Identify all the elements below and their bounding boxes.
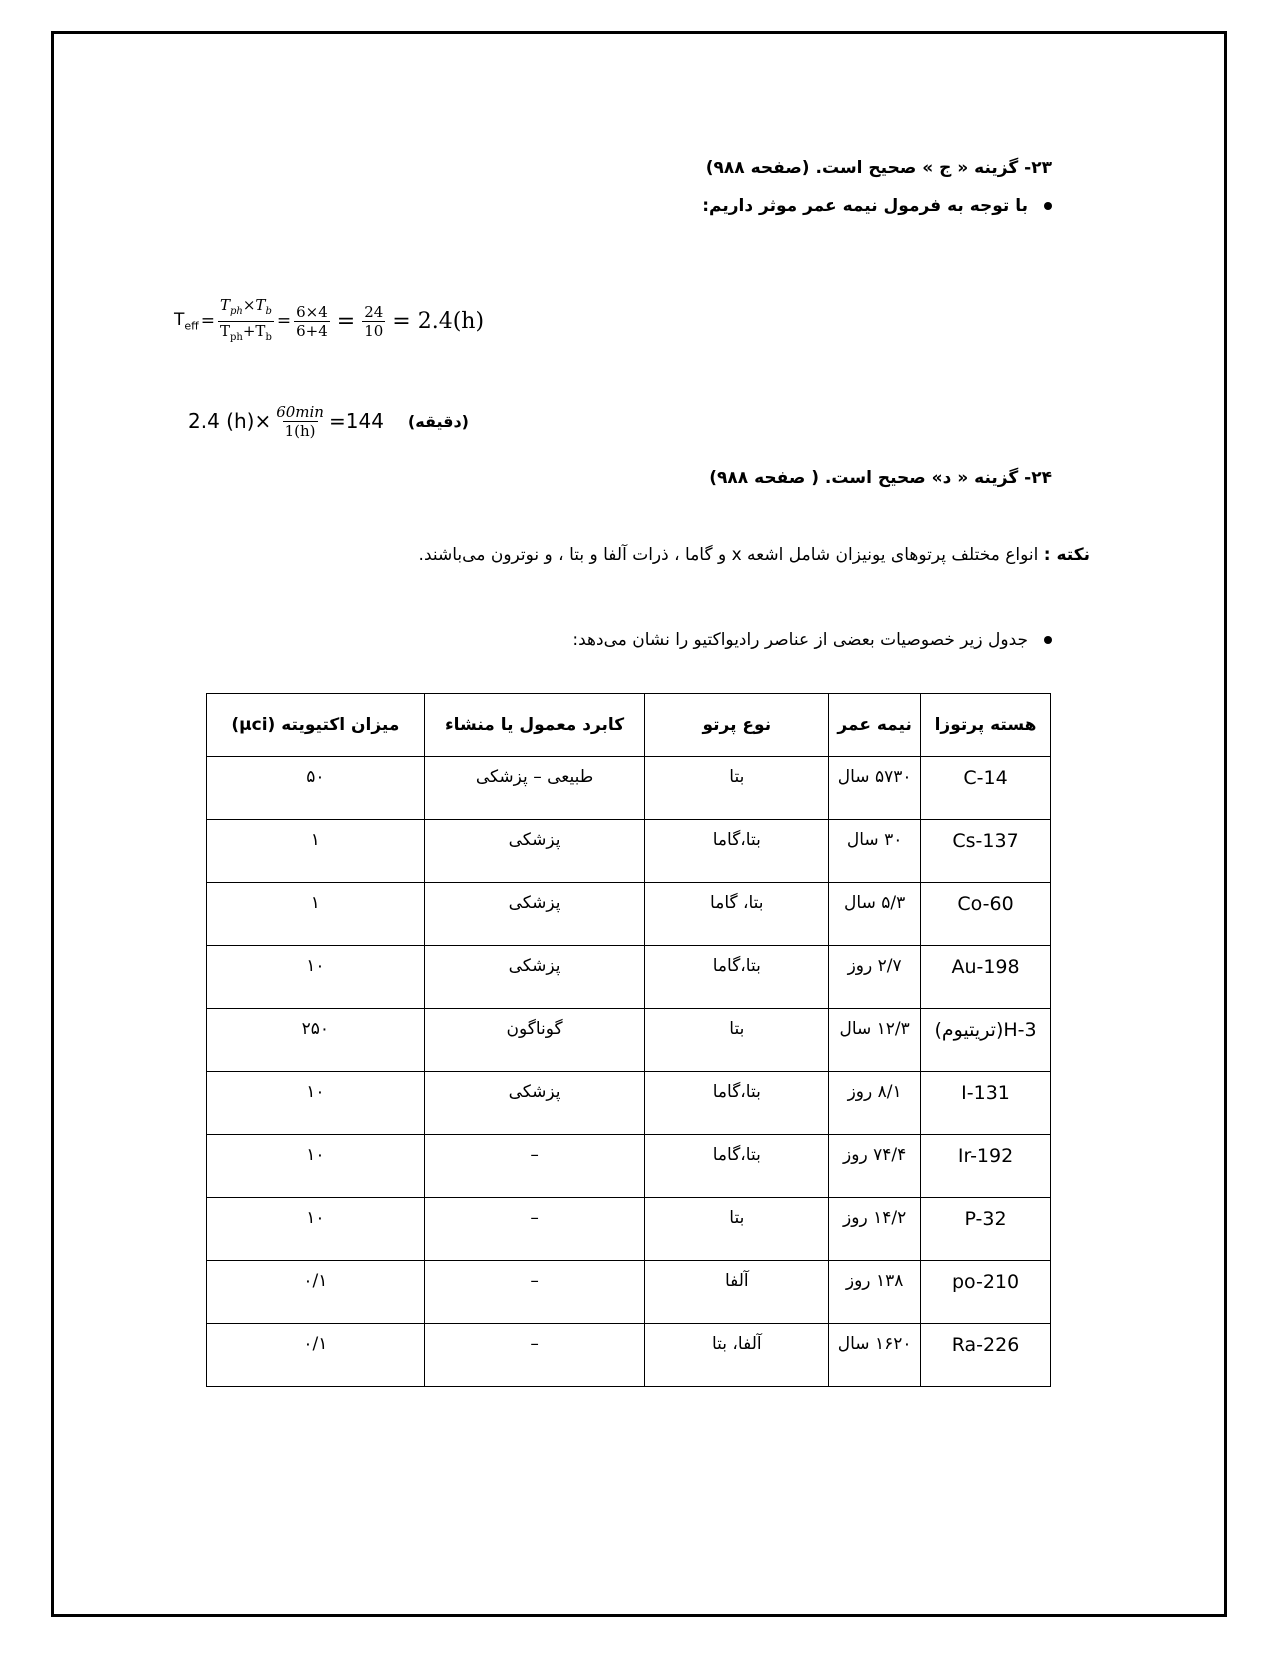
effective-half-life-formula [174,296,484,346]
table-row [207,946,1051,1009]
fraction-numerator: 60min [276,402,324,421]
cell-nuclide: C-14 [921,757,1051,820]
table-row [207,757,1051,820]
table-row [207,1324,1051,1387]
header-nuclide: هسته پرتوزا [921,694,1051,757]
cell-radiation-type: بتا،گاما [645,946,829,1009]
fraction-denominator: 1(h) [284,421,316,440]
fraction-result [362,303,385,340]
cell-usage: – [424,1135,645,1198]
cell-activity: ۱ [207,820,425,883]
table-row [207,1261,1051,1324]
cell-radiation-type: بتا،گاما [645,820,829,883]
fraction-numerator: 6×4 [296,302,328,321]
fraction-denominator: 10 [364,321,384,340]
formula-unit: (دقیقه) [407,411,469,431]
cell-half-life: ۳۰ سال [829,820,921,883]
cell-radiation-type: بتا، گاما [645,883,829,946]
formula-result: = 2.4(h) [392,308,485,334]
formula-lhs: $T_{eff}$ [174,309,199,333]
cell-half-life: ۱۳۸ روز [829,1261,921,1324]
fraction-numerator: 24 [364,302,384,321]
cell-nuclide: Cs-137 [921,820,1051,883]
bullet-icon [1044,202,1052,210]
cell-activity: ۱۰ [207,1072,425,1135]
cell-usage: پزشکی [424,946,645,1009]
header-half-life: نیمه عمر [829,694,921,757]
minutes-conversion-formula [188,393,469,449]
cell-nuclide: P-32 [921,1198,1051,1261]
note-text: انواع مختلف پرتوهای یونیزان شامل اشعه x و گاما ، ذرات آلفا و بتا ، و نوترون می‌باشند. [418,545,1039,565]
cell-activity: ۱۰ [207,1198,425,1261]
cell-half-life: ۸/۱ روز [829,1072,921,1135]
cell-radiation-type: آلفا، بتا [645,1324,829,1387]
cell-half-life: ۵۷۳۰ سال [829,757,921,820]
fraction-values [294,303,330,340]
cell-radiation-type: بتا [645,1009,829,1072]
table-intro-bullet [572,630,1052,650]
question-23-heading: ۲۳- گزینه « ج » صحیح است. (صفحه ۹۸۸) [705,158,1052,178]
cell-nuclide: Ir-192 [921,1135,1051,1198]
cell-half-life: ۱۶۲۰ سال [829,1324,921,1387]
bullet-text: با توجه به فرمول نیمه عمر موثر داریم: [702,196,1028,216]
question-23-bullet [702,196,1052,216]
cell-nuclide: I-131 [921,1072,1051,1135]
bullet-text: جدول زیر خصوصیات بعضی از عناصر رادیواکتیو را نشان می‌دهد: [572,630,1028,650]
cell-usage: – [424,1198,645,1261]
table-row [207,883,1051,946]
formula-equals-3: = [336,308,356,334]
table-row [207,1198,1051,1261]
note-line [419,545,1090,565]
formula-result: =144 [328,409,384,433]
cell-usage: گوناگون [424,1009,645,1072]
cell-activity: ۱ [207,883,425,946]
cell-activity: ۱۰ [207,1135,425,1198]
cell-radiation-type: بتا،گاما [645,1135,829,1198]
note-label: نکته : [1043,545,1090,565]
header-usage: کابرد معمول یا منشاء [424,694,645,757]
cell-radiation-type: بتا،گاما [645,1072,829,1135]
fraction-denominator: $T_{ph}+T_b$ [218,321,274,347]
cell-half-life: ۱۴/۲ روز [829,1198,921,1261]
fraction-formula [218,296,274,347]
cell-half-life: ۲/۷ روز [829,946,921,1009]
header-activity: میزان اکتیویته (μci) [207,694,425,757]
cell-activity: ۰/۱ [207,1324,425,1387]
cell-usage: – [424,1324,645,1387]
cell-activity: ۰/۱ [207,1261,425,1324]
cell-usage: پزشکی [424,1072,645,1135]
cell-usage: پزشکی [424,820,645,883]
header-radiation-type: نوع پرتو [645,694,829,757]
cell-activity: ۵۰ [207,757,425,820]
cell-half-life: ۷۴/۴ روز [829,1135,921,1198]
cell-nuclide: Ra-226 [921,1324,1051,1387]
bullet-icon [1044,636,1052,644]
cell-radiation-type: آلفا [645,1261,829,1324]
fraction-denominator: 6+4 [296,321,328,340]
table-body [207,757,1051,1387]
cell-nuclide: Co-60 [921,883,1051,946]
cell-activity: ۱۰ [207,946,425,1009]
cell-usage: – [424,1261,645,1324]
radioactive-elements-table [206,693,1051,1387]
cell-radiation-type: بتا [645,1198,829,1261]
cell-activity: ۲۵۰ [207,1009,425,1072]
cell-usage: پزشکی [424,883,645,946]
cell-nuclide: H-3(تریتیوم) [921,1009,1051,1072]
formula-equals-2: = [276,311,292,331]
fraction-conversion [274,403,326,440]
fraction-numerator: $T_{ph}\times T_b$ [220,295,272,317]
cell-half-life: ۵/۳ سال [829,883,921,946]
table-row [207,1009,1051,1072]
cell-radiation-type: بتا [645,757,829,820]
cell-usage: طبیعی – پزشکی [424,757,645,820]
cell-half-life: ۱۲/۳ سال [829,1009,921,1072]
question-24-heading: ۲۴- گزینه « د» صحیح است. ( صفحه ۹۸۸) [709,468,1052,488]
table-row [207,820,1051,883]
cell-nuclide: po-210 [921,1261,1051,1324]
table-row [207,1135,1051,1198]
table-row [207,1072,1051,1135]
formula-lhs: 2.4 (h)× [188,409,272,433]
formula-equals: = [200,311,215,331]
cell-nuclide: Au-198 [921,946,1051,1009]
table-header-row [207,694,1051,757]
